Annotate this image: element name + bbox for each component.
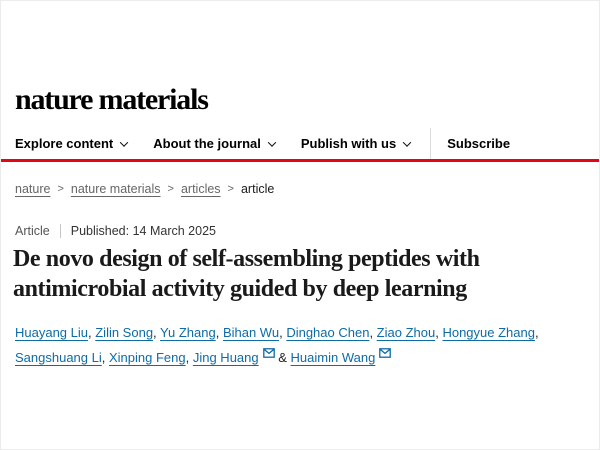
author-separator: ,	[279, 325, 287, 340]
article-meta	[15, 224, 216, 238]
author-link[interactable]: Sangshuang Li	[15, 350, 102, 365]
author-link[interactable]: Huaimin Wang	[290, 350, 376, 365]
breadcrumb-separator: >	[57, 183, 64, 195]
journal-logo[interactable]: nature materials	[15, 83, 208, 116]
author-link[interactable]: Xinping Feng	[108, 350, 186, 365]
nav-explore-content[interactable]	[15, 136, 127, 151]
author-separator: ,	[435, 325, 443, 340]
nav-item-label: Explore content	[15, 136, 114, 151]
article-type-label: Article	[15, 224, 50, 238]
author-separator: ,	[369, 325, 377, 340]
author-link[interactable]: Hongyue Zhang	[442, 325, 535, 340]
nav-subscribe[interactable]	[447, 136, 510, 151]
nav-item-label: About the journal	[153, 136, 261, 151]
breadcrumb	[15, 182, 274, 196]
article-title: De novo design of self-assembling peptides with antimicrobial activity guided by deep learning	[13, 246, 480, 302]
nav-about-the-journal[interactable]	[153, 136, 275, 151]
author-link[interactable]: Dinghao Chen	[286, 325, 370, 340]
author-ampersand: &	[274, 350, 291, 365]
site-nav	[15, 128, 510, 159]
breadcrumb-link-nature-materials[interactable]: nature materials	[70, 182, 161, 196]
author-separator: ,	[101, 350, 109, 365]
author-list	[15, 320, 600, 370]
author-link[interactable]: Yu Zhang	[160, 325, 216, 340]
email-icon[interactable]	[263, 348, 275, 358]
chevron-down-icon	[403, 138, 411, 146]
author-link[interactable]: Ziao Zhou	[376, 325, 436, 340]
meta-divider	[60, 224, 61, 238]
author-link[interactable]: Huayang Liu	[15, 325, 88, 340]
chevron-down-icon	[120, 138, 128, 146]
breadcrumb-link-nature[interactable]: nature	[15, 182, 51, 196]
breadcrumb-link-articles[interactable]: articles	[180, 182, 221, 196]
author-link[interactable]: Zilin Song	[95, 325, 154, 340]
author-link[interactable]: Jing Huang	[192, 350, 259, 365]
nav-publish-with-us[interactable]	[301, 136, 410, 151]
nav-divider	[430, 128, 431, 159]
nav-item-label: Subscribe	[447, 136, 511, 151]
nav-item-label: Publish with us	[300, 136, 397, 151]
published-date: Published: 14 March 2025	[70, 224, 216, 238]
author-separator: ,	[153, 325, 161, 340]
chevron-down-icon	[268, 138, 276, 146]
author-separator: ,	[88, 325, 96, 340]
brand-rule	[1, 159, 600, 162]
author-separator: ,	[185, 350, 193, 365]
email-icon[interactable]	[379, 348, 391, 358]
breadcrumb-separator: >	[167, 183, 174, 195]
breadcrumb-current: article	[240, 182, 275, 196]
author-link[interactable]: Bihan Wu	[222, 325, 280, 340]
breadcrumb-separator: >	[227, 183, 234, 195]
author-separator: ,	[215, 325, 223, 340]
author-separator: ,	[534, 325, 539, 340]
